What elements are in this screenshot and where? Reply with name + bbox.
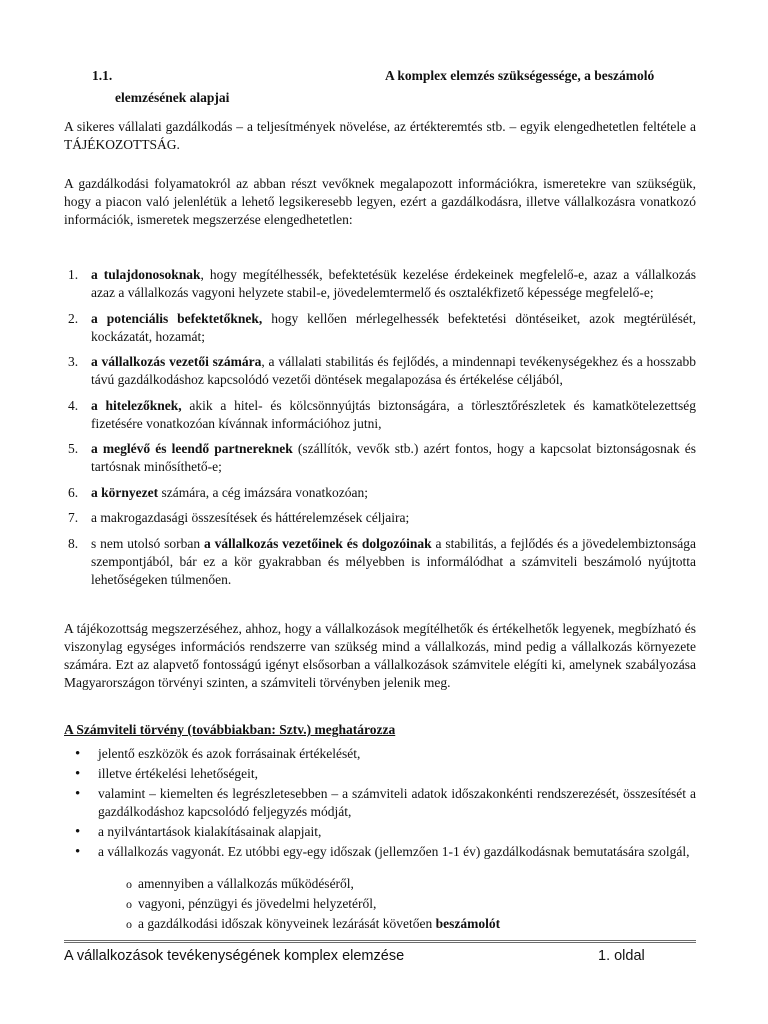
bullet-list	[64, 745, 696, 863]
bullet-icon: •	[75, 844, 81, 860]
bullet-icon: •	[75, 766, 81, 782]
intro-paragraph-1: A sikeres vállalati gazdálkodás – a teljesítmények növelése, az értékteremtés stb. – egyik elengedhetetlen feltétele a TÁJÉKOZOTTSÁG.	[64, 119, 696, 152]
sub-list-item: o amennyiben a vállalkozás működéséről,	[126, 876, 354, 891]
list-item: 3. a vállalkozás vezetői számára, a vállalati stabilitás és fejlődés, a mindennapi tevékenységekhez és a hosszabb távú gazdálkodáshoz kapcsolódó vezetői döntések megalapozása és értékelése céljából,	[68, 354, 696, 387]
circle-bullet-icon: o	[126, 917, 132, 931]
section-title: A komplex elemzés szükségessége, a beszámoló	[385, 68, 655, 83]
bullet-icon: •	[75, 786, 81, 802]
paragraph-3: A tájékozottság megszerzéséhez, ahhoz, hogy a vállalkozások megítélhetők és értékelhetők legyenek, megbízható és viszonylag egységes információs rendszerre van szükség mind a vállalkozás, mind pedig a vállalkozás környezete számára. Ezt az alapvető fontosságú igényt elsősorban a vállalkozások számvitele elégíti ki, amelynek szabályozása Magyarországon törvényi szinten, a számviteli törvényben jelenik meg.	[64, 621, 696, 690]
list-item: 5. a meglévő és leendő partnereknek (szállítók, vevők stb.) azért fontos, hogy a kapcsolat biztonságosnak és tartósnak minősíthető-e;	[68, 441, 697, 474]
list-item: 2. a potenciális befektetőknek, hogy kellően mérlegelhessék befektetési döntéseiket, azok megtérülését, kockázatát, hozamát;	[68, 310, 696, 344]
sub-list-item: o a gazdálkodási időszak könyveinek lezárását követően beszámolót	[126, 916, 501, 931]
list-item: 8. s nem utolsó sorban a vállalkozás vezetőinek és dolgozóinak a stabilitás, a fejlődés és a jövedelembiztonsága szempontjából, bár ez a kör gyakrabban és mélyebben is informálódhat a számviteli beszámoló nyújtotta lehetőségeken túlmenően.	[68, 535, 697, 587]
sub-bullet-list	[126, 875, 686, 935]
section-title-continuation: elemzésének alapjai	[115, 90, 230, 105]
bullet-icon: •	[75, 746, 81, 762]
list-item: • jelentő eszközök és azok forrásainak értékelését,	[75, 746, 361, 762]
list-item: 1. a tulajdonosoknak, hogy megítélhessék, befektetésük kezelése érdekeinek megfelelő-e, azaz a vállalkozás azaz a vállalkozás vagyoni helyzete stabil-e, jövedelemtermelő és osztalékfizető képessége megfelelő-e;	[68, 267, 696, 300]
list-item: 7. a makrogazdasági összesítések és háttérelemzések céljaira;	[68, 510, 410, 525]
circle-bullet-icon: o	[126, 877, 132, 891]
footer-divider	[64, 940, 696, 943]
list-item: • valamint – kiemelten és legrészletesebben – a számviteli adatok időszakonkénti rendszerezését, összesítését a gazdálkodáshoz kapcsolódó feljegyzés módját,	[75, 786, 696, 819]
bullet-icon: •	[75, 824, 81, 840]
list-item: • illetve értékelési lehetőségeit,	[75, 766, 259, 782]
stakeholder-list	[64, 266, 696, 596]
footer-title: A vállalkozások tevékenységének komplex elemzése	[64, 948, 405, 964]
section-subheading: A Számviteli törvény (továbbiakban: Sztv.) meghatározza	[64, 722, 396, 737]
circle-bullet-icon: o	[126, 897, 132, 911]
list-item: • a nyilvántartások kialakításainak alapjait,	[75, 824, 322, 840]
intro-paragraph-2: A gazdálkodási folyamatokról az abban részt vevőknek megalapozott információkra, ismeretekre van szükségük, hogy a piacon való jelenlétük a lehető legsikeresebb legyen, ezért a gazdálkodásra, illetve vállalkozásra vonatkozó információk, ismeretek megszerzése elengedhetetlen:	[64, 176, 696, 227]
list-item: 6. a környezet számára, a cég imázsára vonatkozóan;	[68, 484, 368, 500]
sub-list-item: o vagyoni, pénzügyi és jövedelmi helyzetéről,	[126, 896, 377, 911]
section-number: 1.1.	[92, 68, 113, 83]
list-item: 4. a hitelezőknek, akik a hitel- és kölcsönnyújtás biztonságára, a törlesztőrészletek és kamatkötelezettség fizetésére vonatkozóan kívánnak információhoz jutni,	[68, 397, 696, 431]
page-number: 1. oldal	[598, 948, 645, 964]
list-item: • a vállalkozás vagyonát. Ez utóbbi egy-egy időszak (jellemzően 1-1 év) gazdálkodásnak bemutatására szolgál,	[75, 844, 690, 860]
